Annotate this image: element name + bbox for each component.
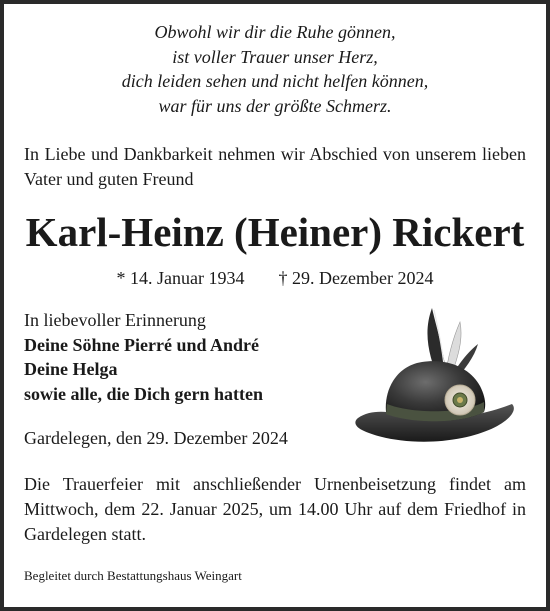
- poem-line: ist voller Trauer unser Herz,: [172, 46, 378, 67]
- hat-with-feather-icon: [352, 300, 522, 450]
- death-date: † 29. Dezember 2024: [278, 268, 434, 288]
- poem-line: dich leiden sehen und nicht helfen können,: [121, 71, 429, 91]
- life-dates: [0, 266, 550, 290]
- mourners-block: [24, 308, 344, 406]
- poem-line: war für uns der größte Schmerz.: [158, 95, 392, 116]
- poem-line: Obwohl wir dir die Ruhe gönnen,: [154, 22, 396, 42]
- mourner-sons: Deine Söhne Pierré und André: [24, 334, 260, 355]
- birth-date: * 14. Januar 1934: [116, 268, 245, 288]
- deceased-name: Karl-Heinz (Heiner) Rickert: [25, 209, 525, 255]
- place-and-date: Gardelegen, den 29. Dezember 2024: [24, 428, 288, 448]
- funeral-details: Die Trauerfeier mit anschließender Urnenbeisetzung findet am Mittwoch, dem 22. Januar 2025, um 14.00 Uhr auf dem Friedhof in Gardelegen statt.: [24, 474, 526, 544]
- farewell-intro: In Liebe und Dankbarkeit nehmen wir Abschied von unserem lieben Vater und guten Freund: [24, 144, 526, 189]
- mourner-all: sowie alle, die Dich gern hatten: [24, 383, 263, 404]
- remembrance-line: In liebevoller Erinnerung: [24, 310, 206, 330]
- mourner-helga: Deine Helga: [24, 359, 118, 379]
- poem: [0, 20, 550, 118]
- funeral-home-credit: Begleitet durch Bestattungshaus Weingart: [24, 568, 242, 583]
